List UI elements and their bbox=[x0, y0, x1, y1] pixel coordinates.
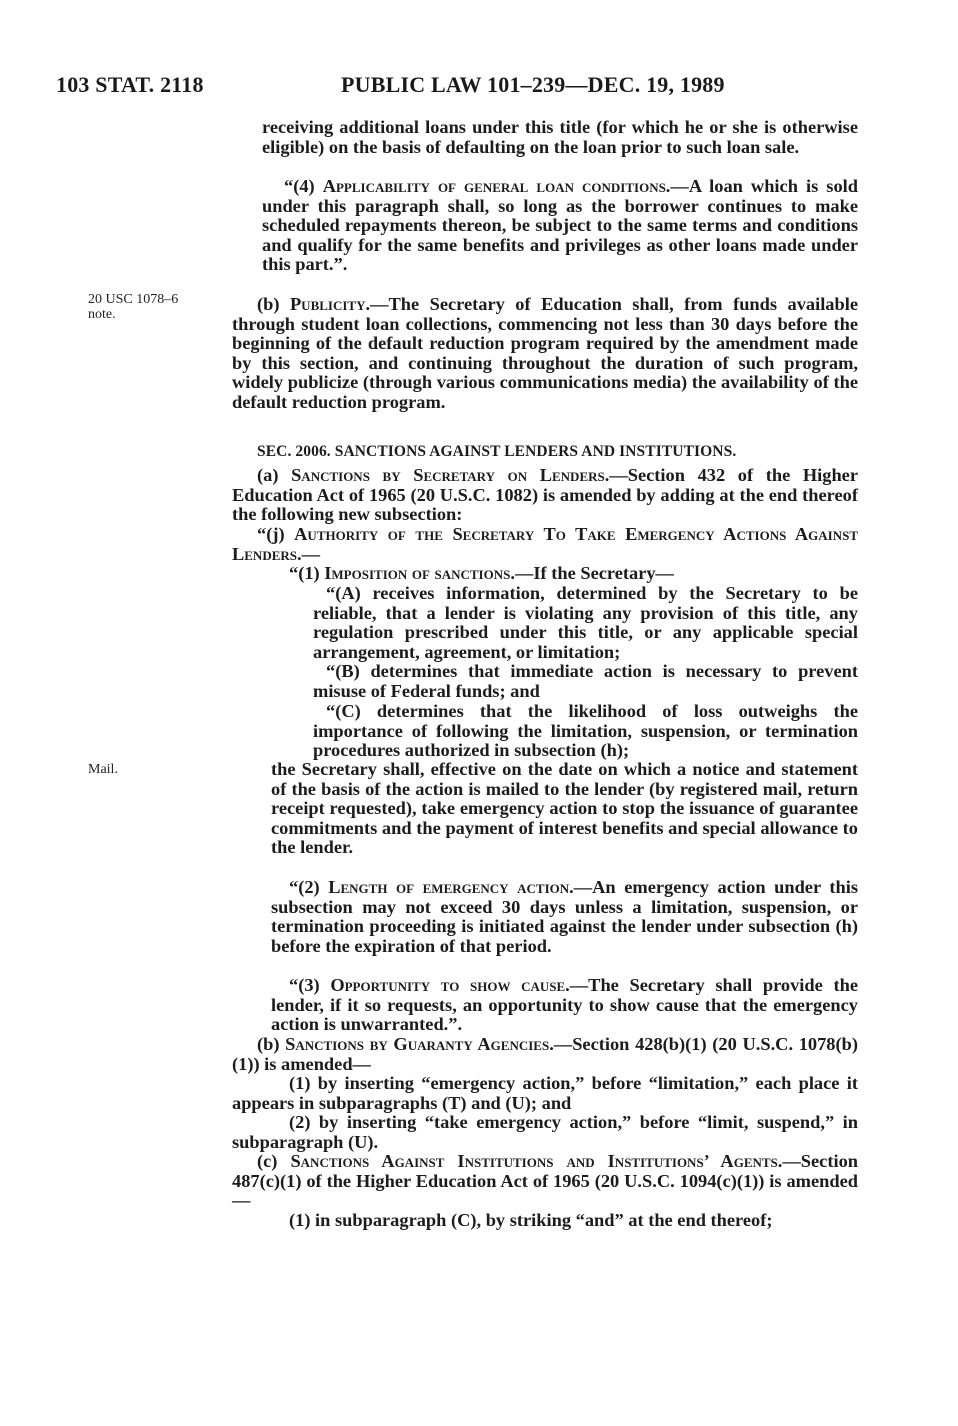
subsection-j bbox=[232, 525, 858, 564]
subsection-c-heading: Sanctions Against Institutions and Institutions’ Agents. bbox=[290, 1151, 783, 1171]
paragraph-1-text: —If the Secretary— bbox=[514, 563, 674, 583]
subparagraph-a: “(A) receives information, determined by the Secretary to be reliable, that a lender is violating any provision of this title, any regulation prescribed under this title, or any applicable special arrangement, agreement, or limitation; bbox=[313, 583, 858, 662]
paragraph-2-number: “(2) bbox=[289, 877, 329, 897]
subsection-a-number: (a) bbox=[257, 465, 292, 485]
subparagraph-c: “(C) determines that the likelihood of loss outweighs the importance of following the limitation, suspension, or termination procedures authorized in subsection (h); bbox=[313, 701, 858, 761]
paragraph-4 bbox=[262, 177, 858, 275]
guaranty-item-2: (2) by inserting “take emergency action,” before “limit, suspend,” in subparagraph (U). bbox=[232, 1112, 858, 1152]
continuation-paragraph: receiving additional loans under this title (for which he or she is otherwise eligible) on the basis of defaulting on the loan prior to such loan sale. bbox=[262, 117, 858, 157]
subsection-b-number: (b) bbox=[257, 294, 290, 314]
institutions-item-1: (1) in subparagraph (C), by striking “and” at the end thereof; bbox=[289, 1210, 773, 1230]
paragraph-3-text: —The Secretary shall provide the lender, if it so requests, an opportunity to show cause that the emergency action is unwarranted.”. bbox=[271, 975, 858, 1035]
paragraph-1-number: “(1) bbox=[289, 563, 325, 583]
section-heading: SEC. 2006. SANCTIONS AGAINST LENDERS AND INSTITUTIONS. bbox=[257, 443, 737, 460]
page-header bbox=[56, 72, 918, 102]
subsection-a-text: —Section 432 of the Higher Education Act of 1965 (20 U.S.C. 1082) is amended by adding at the end thereof the following new subsection: bbox=[232, 465, 859, 525]
paragraph-4-heading: Applicability of general loan conditions. bbox=[322, 176, 671, 196]
paragraph-3-number: “(3) bbox=[289, 975, 331, 995]
paragraph-2-text: —An emergency action under this subsection may not exceed 30 days unless a limitation, suspension, or termination proceeding is initiated against the lender under subsection (h) before the expiration of that period. bbox=[271, 877, 858, 956]
subsection-j-dash: — bbox=[301, 543, 320, 564]
secretary-action-paragraph: the Secretary shall, effective on the date on which a notice and statement of the basis of the action is mailed to the lender (by registered mail, return receipt requested), take emergency action to stop the issuance of guarantee commitments and the payment of interest benefits and special allowance to the lender. bbox=[271, 759, 858, 858]
subsection-c-number: (c) bbox=[257, 1151, 291, 1171]
subsection-b-guaranty-number: (b) bbox=[257, 1034, 286, 1054]
subsection-b-heading: Publicity. bbox=[289, 294, 371, 314]
paragraph-3 bbox=[271, 976, 858, 1035]
paragraph-1-heading: Imposition of sanctions. bbox=[324, 563, 515, 583]
subsection-a bbox=[232, 466, 858, 525]
paragraph-3-heading: Opportunity to show cause. bbox=[330, 975, 570, 995]
subsection-c-text: —Section 487(c)(1) of the Higher Education Act of 1965 (20 U.S.C. 1094(c)(1)) is amended— bbox=[232, 1151, 858, 1211]
paragraph-4-number: “(4) bbox=[284, 176, 323, 196]
subsection-a-heading: Sanctions by Secretary on Lenders. bbox=[291, 465, 610, 485]
margin-note-mail: Mail. bbox=[88, 762, 118, 777]
margin-note-usc: 20 USC 1078–6 note. bbox=[88, 292, 179, 322]
paragraph-2 bbox=[271, 878, 858, 956]
paragraph-1 bbox=[289, 564, 858, 584]
guaranty-item-1: (1) by inserting “emergency action,” before “limitation,” each place it appears in subparagraphs (T) and (U); and bbox=[232, 1073, 858, 1113]
law-reference: PUBLIC LAW 101–239—DEC. 19, 1989 bbox=[341, 72, 725, 97]
subparagraph-b: “(B) determines that immediate action is necessary to prevent misuse of Federal funds; and bbox=[313, 661, 858, 701]
subsection-b-text: —The Secretary of Education shall, from funds available through student loan collections, commencing not less than 30 days before the beginning of the default reduction program required by the amendment made by this section, and continuing throughout the duration of such program, widely publicize (through various communications media) the availability of the default reduction program. bbox=[232, 294, 859, 412]
subsection-b-guaranty-text: —Section 428(b)(1) (20 U.S.C. 1078(b)(1)) is amended— bbox=[232, 1034, 858, 1074]
subsection-j-heading: Authority of the Secretary To Take Emergency Actions Against Lenders. bbox=[232, 524, 859, 564]
paragraph-4-text: —A loan which is sold under this paragraph shall, so long as the borrower continues to make scheduled repayments thereon, be subject to the same terms and conditions and qualify for the same benefits and privileges as other loans made under this part.”. bbox=[262, 176, 858, 275]
subsection-b-publicity bbox=[232, 295, 858, 413]
subsection-b-guaranty bbox=[232, 1035, 858, 1074]
subsection-c bbox=[232, 1152, 858, 1211]
stat-reference: 103 STAT. 2118 bbox=[56, 72, 204, 97]
paragraph-2-heading: Length of emergency action. bbox=[328, 877, 574, 897]
subsection-b-guaranty-heading: Sanctions by Guaranty Agencies. bbox=[285, 1034, 554, 1054]
subsection-j-number: “(j) bbox=[257, 524, 295, 544]
